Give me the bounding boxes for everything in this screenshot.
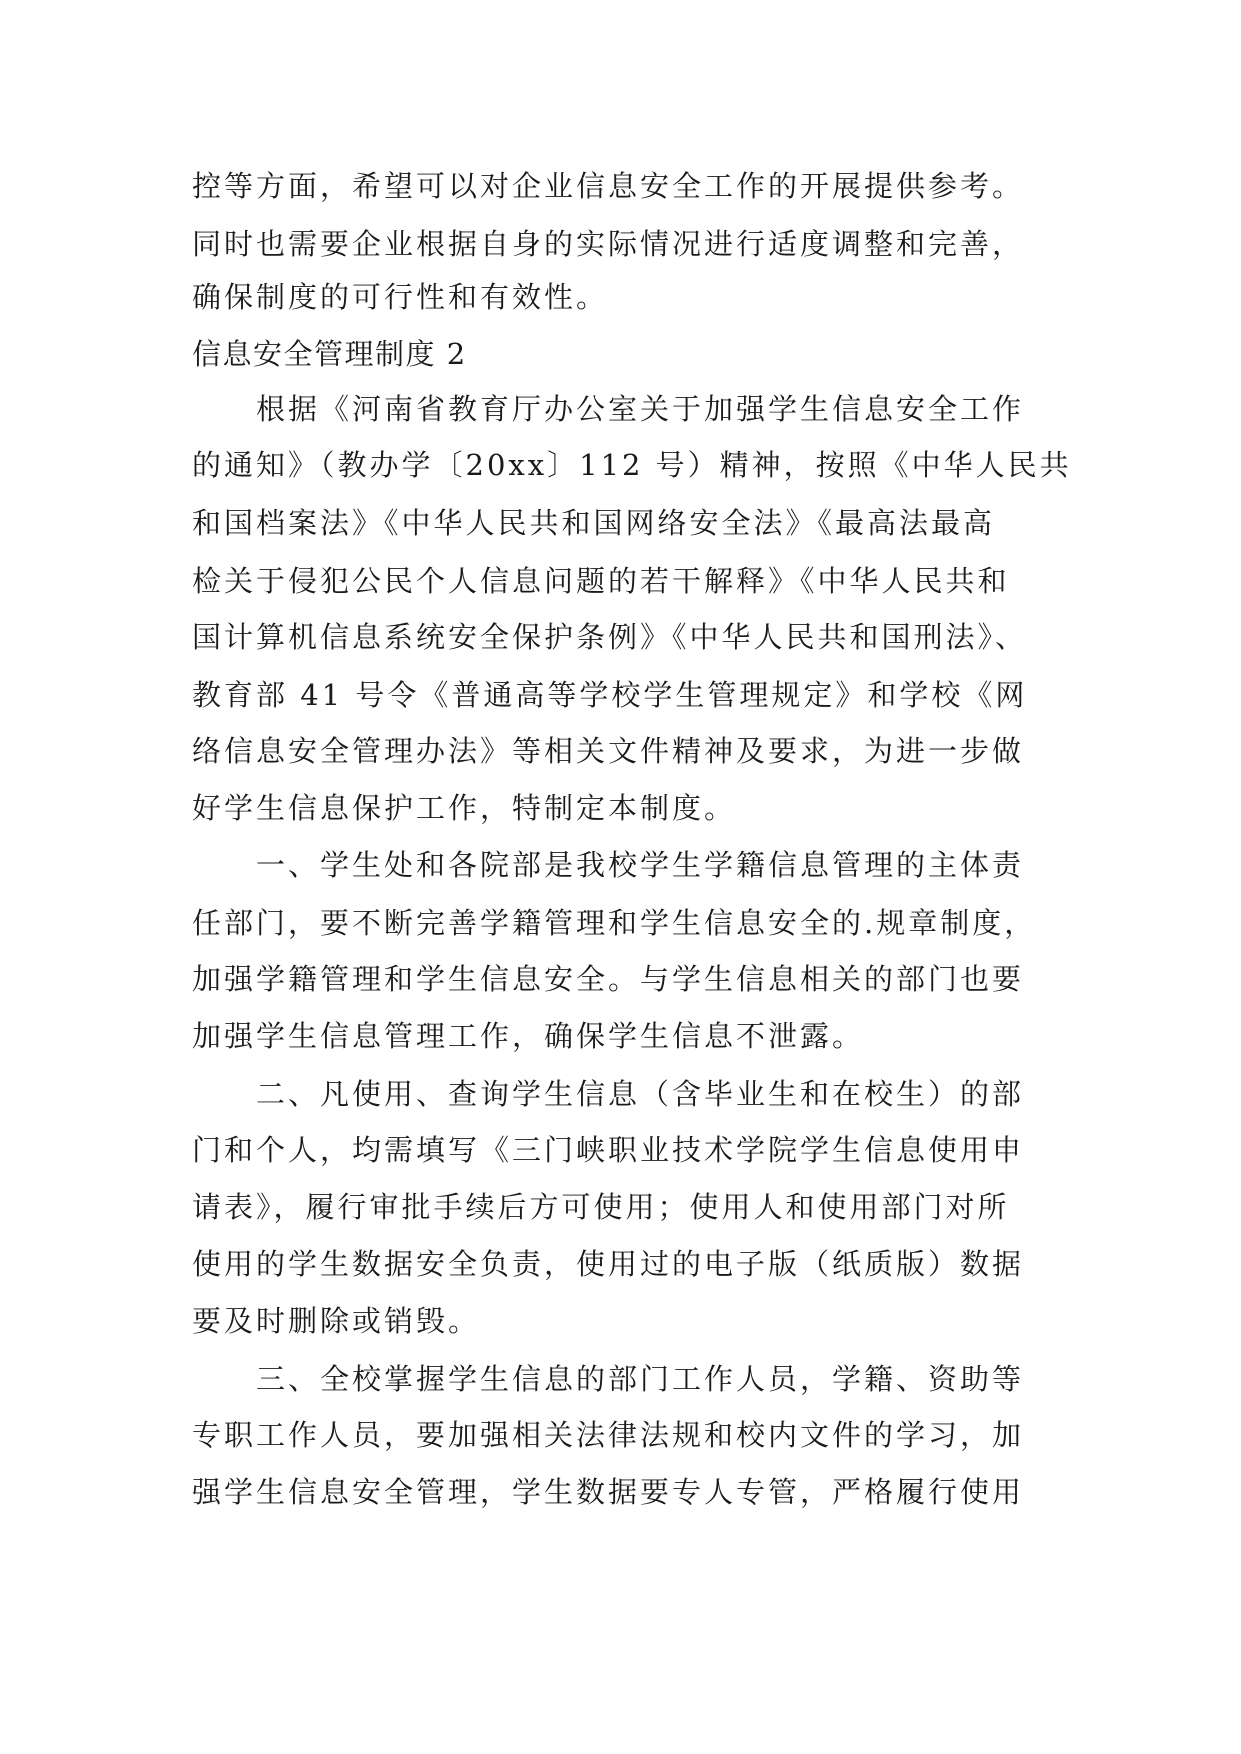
text-line: 任部门，要不断完善学籍管理和学生信息安全的.规章制度，	[192, 906, 1037, 940]
text-line: 同时也需要企业根据自身的实际情况进行适度调整和完善，	[192, 227, 1025, 261]
text-line: 教育部 41 号令《普通高等学校学生管理规定》和学校《网	[192, 678, 1028, 712]
text-line: 根据《河南省教育厅办公室关于加强学生信息安全工作	[192, 392, 1025, 426]
text-line: 专职工作人员，要加强相关法律法规和校内文件的学习，加	[192, 1418, 1025, 1452]
text-line: 络信息安全管理办法》等相关文件精神及要求，为进一步做	[192, 734, 1025, 768]
text-line: 和国档案法》《中华人民共和国网络安全法》《最高法最高	[192, 506, 996, 540]
text-line: 门和个人，均需填写《三门峡职业技术学院学生信息使用申	[192, 1133, 1025, 1167]
text-line: 加强学生信息管理工作，确保学生信息不泄露。	[192, 1019, 865, 1053]
text-line: 好学生信息保护工作，特制定本制度。	[192, 791, 737, 825]
text-line: 强学生信息安全管理，学生数据要专人专管，严格履行使用	[192, 1475, 1025, 1509]
text-line: 二、凡使用、查询学生信息（含毕业生和在校生）的部	[192, 1077, 1025, 1111]
text-line: 三、全校掌握学生信息的部门工作人员，学籍、资助等	[192, 1362, 1025, 1396]
text-line: 使用的学生数据安全负责，使用过的电子版（纸质版）数据	[192, 1247, 1025, 1281]
text-line: 的通知》（教办学〔20xx〕112 号）精神，按照《中华人民共	[192, 448, 1072, 482]
text-line: 加强学籍管理和学生信息安全。与学生信息相关的部门也要	[192, 962, 1025, 996]
text-line: 国计算机信息系统安全保护条例》《中华人民共和国刑法》、	[192, 620, 1028, 654]
text-line: 要及时删除或销毁。	[192, 1304, 481, 1338]
text-line: 检关于侵犯公民个人信息问题的若干解释》《中华人民共和	[192, 564, 1010, 598]
text-line: 一、学生处和各院部是我校学生学籍信息管理的主体责	[192, 848, 1025, 882]
text-line: 请表》，履行审批手续后方可使用；使用人和使用部门对所	[192, 1190, 1010, 1224]
text-line: 确保制度的可行性和有效性。	[192, 280, 609, 314]
section-heading: 信息安全管理制度 2	[192, 337, 467, 371]
text-line: 控等方面，希望可以对企业信息安全工作的开展提供参考。	[192, 169, 1025, 203]
